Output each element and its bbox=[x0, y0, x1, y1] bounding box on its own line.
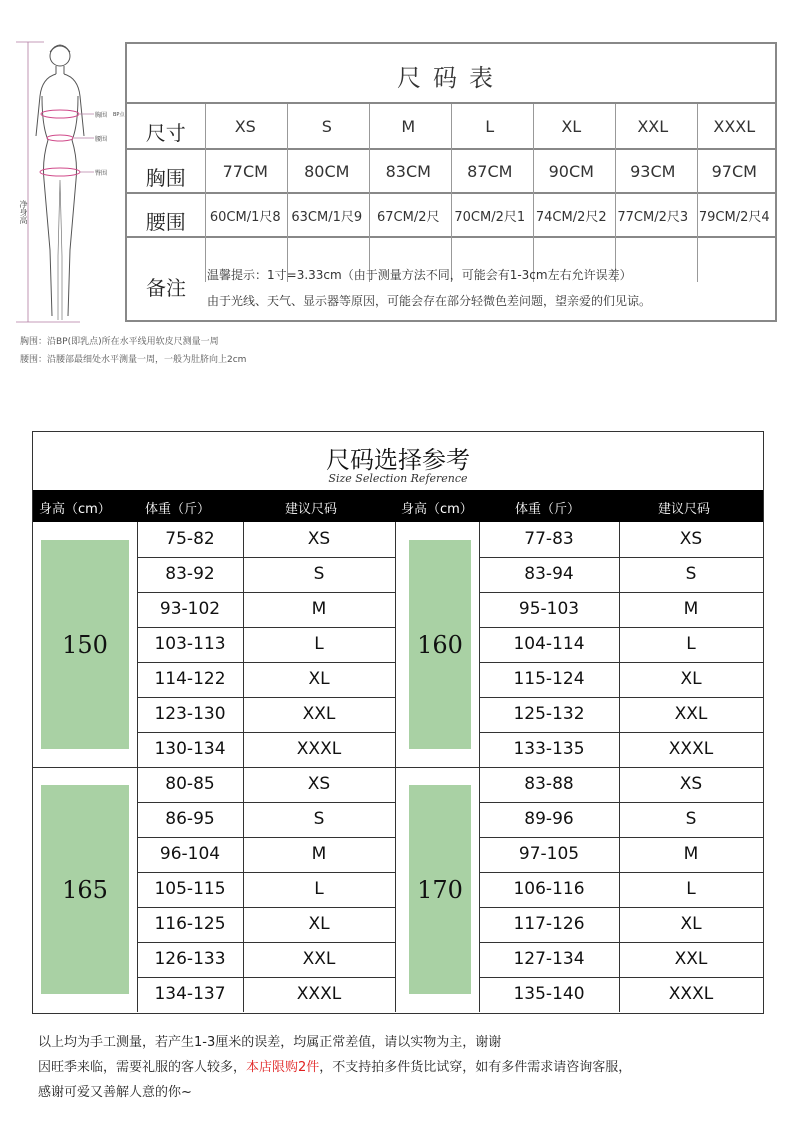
weight-range-cell: 80-85 bbox=[165, 774, 215, 794]
row-divider bbox=[137, 697, 395, 698]
header-size: 建议尺码 bbox=[658, 502, 711, 517]
reference-grid bbox=[33, 522, 763, 1012]
waist-cell: 70CM/2尺1 bbox=[454, 210, 526, 225]
size-header-label: 尺寸 bbox=[145, 121, 186, 145]
header-height: 身高（cm） bbox=[401, 502, 473, 517]
recommended-size-cell: L bbox=[314, 879, 324, 899]
waist-cell: 60CM/1尺8 bbox=[209, 210, 281, 225]
recommended-size-cell: XS bbox=[307, 529, 331, 549]
weight-range-cell: 133-135 bbox=[513, 739, 585, 759]
header-size: 建议尺码 bbox=[285, 502, 338, 517]
footer-text: ，不支持拍多件货比试穿，如有多件需求请咨询客服， bbox=[319, 1060, 632, 1075]
size-cell: XXL bbox=[637, 117, 669, 136]
weight-range-cell: 103-113 bbox=[154, 634, 226, 654]
size-table-title: 尺码表 bbox=[397, 64, 505, 92]
waist-cell: 67CM/2尺 bbox=[377, 210, 440, 225]
recommended-size-cell: S bbox=[313, 564, 325, 584]
footer-line: 以上均为手工测量，若产生1-3厘米的误差，均属正常差值，请以实物为主，谢谢 bbox=[38, 1035, 502, 1050]
remark-line: 温馨提示：1寸=3.33cm（由于测量方法不同，可能会有1-3cm左右允许误差） bbox=[207, 268, 632, 282]
body-outline-icon bbox=[10, 30, 128, 330]
size-cell: M bbox=[401, 117, 416, 136]
waist-row bbox=[127, 206, 775, 235]
size-cell: S bbox=[321, 117, 332, 136]
recommended-size-cell: XL bbox=[680, 914, 702, 934]
weight-range-cell: 77-83 bbox=[524, 529, 574, 549]
weight-range-cell: 114-122 bbox=[154, 669, 226, 689]
row-divider bbox=[479, 697, 763, 698]
height-group-badge: 170 bbox=[409, 785, 471, 994]
recommended-size-cell: M bbox=[683, 599, 699, 619]
weight-range-cell: 93-102 bbox=[159, 599, 221, 619]
row-divider bbox=[137, 872, 395, 873]
row-divider bbox=[137, 627, 395, 628]
row-divider bbox=[479, 837, 763, 838]
size-cell: XL bbox=[561, 117, 582, 136]
weight-range-cell: 134-137 bbox=[154, 984, 226, 1004]
weight-range-cell: 130-134 bbox=[154, 739, 226, 759]
weight-range-cell: 97-105 bbox=[518, 844, 580, 864]
size-reference bbox=[32, 431, 764, 1014]
waist-row-label: 腰围 bbox=[145, 210, 186, 234]
bust-row bbox=[127, 162, 775, 191]
recommended-size-cell: M bbox=[683, 844, 699, 864]
footer-text: 因旺季来临，需要礼服的客人较多， bbox=[38, 1060, 247, 1075]
weight-range-cell: 115-124 bbox=[513, 669, 585, 689]
bust-label: 胸围 bbox=[95, 112, 108, 119]
recommended-size-cell: XXL bbox=[674, 704, 708, 724]
height-group-badge: 165 bbox=[41, 785, 129, 994]
weight-range-cell: 104-114 bbox=[513, 634, 585, 654]
bp-label: BP点 bbox=[113, 112, 125, 118]
body-figure bbox=[10, 30, 128, 330]
weight-range-cell: 86-95 bbox=[165, 809, 215, 829]
remark-text bbox=[207, 262, 651, 314]
row-divider bbox=[137, 977, 395, 978]
weight-range-cell: 116-125 bbox=[154, 914, 226, 934]
recommended-size-cell: XS bbox=[307, 774, 331, 794]
row-divider bbox=[479, 662, 763, 663]
weight-range-cell: 117-126 bbox=[513, 914, 585, 934]
recommended-size-cell: XS bbox=[679, 529, 703, 549]
recommended-size-cell: M bbox=[311, 844, 327, 864]
bust-cell: 93CM bbox=[630, 162, 676, 181]
footer-notice bbox=[38, 1030, 631, 1105]
weight-range-cell: 106-116 bbox=[513, 879, 585, 899]
row-divider bbox=[479, 802, 763, 803]
recommended-size-cell: L bbox=[314, 634, 324, 654]
bust-cell: 87CM bbox=[467, 162, 513, 181]
weight-range-cell: 126-133 bbox=[154, 949, 226, 969]
weight-range-cell: 83-88 bbox=[524, 774, 574, 794]
footer-line: 感谢可爱又善解人意的你~ bbox=[38, 1085, 192, 1100]
bust-cell: 90CM bbox=[548, 162, 594, 181]
row-divider bbox=[137, 732, 395, 733]
bust-cell: 80CM bbox=[304, 162, 350, 181]
row-divider bbox=[479, 907, 763, 908]
height-group-badge: 160 bbox=[409, 540, 471, 749]
recommended-size-cell: XXXL bbox=[668, 739, 714, 759]
row-divider bbox=[479, 977, 763, 978]
weight-range-cell: 83-94 bbox=[524, 564, 574, 584]
row-divider bbox=[137, 942, 395, 943]
size-header-row bbox=[127, 117, 775, 146]
recommended-size-cell: XXL bbox=[674, 949, 708, 969]
recommended-size-cell: XXXL bbox=[296, 739, 342, 759]
bust-cell: 83CM bbox=[385, 162, 431, 181]
weight-range-cell: 105-115 bbox=[154, 879, 226, 899]
reference-subtitle: Size Selection Reference bbox=[328, 472, 468, 485]
row-divider bbox=[137, 907, 395, 908]
weight-range-cell: 125-132 bbox=[513, 704, 585, 724]
recommended-size-cell: S bbox=[685, 809, 697, 829]
row-divider bbox=[479, 942, 763, 943]
waist-cell: 74CM/2尺2 bbox=[535, 210, 607, 225]
recommended-size-cell: XXXL bbox=[296, 984, 342, 1004]
recommended-size-cell: L bbox=[686, 634, 696, 654]
recommended-size-cell: XXXL bbox=[668, 984, 714, 1004]
bust-row-label: 胸围 bbox=[145, 166, 186, 190]
waist-cell: 79CM/2尺4 bbox=[698, 210, 770, 225]
weight-range-cell: 96-104 bbox=[159, 844, 221, 864]
waist-label: 腰围 bbox=[95, 136, 108, 143]
height-group-badge: 150 bbox=[41, 540, 129, 749]
row-divider bbox=[137, 837, 395, 838]
bust-cell: 77CM bbox=[222, 162, 268, 181]
row-divider bbox=[479, 592, 763, 593]
row-divider bbox=[137, 557, 395, 558]
recommended-size-cell: XL bbox=[308, 914, 330, 934]
weight-range-cell: 75-82 bbox=[165, 529, 215, 549]
row-divider bbox=[479, 557, 763, 558]
remark-line: 由于光线、天气、显示器等原因，可能会存在部分轻微色差问题，望亲爱的们见谅。 bbox=[207, 294, 652, 308]
header-height: 身高（cm） bbox=[39, 502, 111, 517]
group-divider bbox=[33, 767, 763, 768]
weight-range-cell: 127-134 bbox=[513, 949, 585, 969]
recommended-size-cell: XL bbox=[680, 669, 702, 689]
row-divider bbox=[479, 627, 763, 628]
row-divider bbox=[137, 662, 395, 663]
waist-cell: 63CM/1尺9 bbox=[291, 210, 363, 225]
recommended-size-cell: M bbox=[311, 599, 327, 619]
bust-note: 胸围：沿BP(即乳点)所在水平线用软皮尺测量一周 bbox=[20, 337, 219, 347]
row-divider bbox=[479, 732, 763, 733]
purchase-limit-text: 本店限购2件 bbox=[246, 1060, 320, 1075]
weight-range-cell: 95-103 bbox=[518, 599, 580, 619]
reference-header bbox=[33, 490, 763, 522]
size-cell: XS bbox=[234, 117, 256, 136]
header-weight: 体重（斤） bbox=[515, 502, 581, 517]
bust-cell: 97CM bbox=[711, 162, 757, 181]
waist-cell: 77CM/2尺3 bbox=[617, 210, 689, 225]
row-divider bbox=[137, 802, 395, 803]
weight-range-cell: 89-96 bbox=[524, 809, 574, 829]
remark-label: 备注 bbox=[146, 276, 186, 300]
row-divider bbox=[137, 592, 395, 593]
recommended-size-cell: XL bbox=[308, 669, 330, 689]
waist-note: 腰围：沿腰部最细处水平测量一周，一般为肚脐向上2cm bbox=[20, 355, 247, 365]
reference-title: 尺码选择参考 bbox=[326, 446, 470, 474]
recommended-size-cell: S bbox=[313, 809, 325, 829]
recommended-size-cell: L bbox=[686, 879, 696, 899]
header-weight: 体重（斤） bbox=[145, 502, 211, 517]
size-cell: XXXL bbox=[713, 117, 756, 136]
footer-line bbox=[38, 1055, 631, 1080]
height-label: 净身高 bbox=[19, 200, 28, 224]
size-table bbox=[125, 42, 777, 322]
weight-range-cell: 83-92 bbox=[165, 564, 215, 584]
recommended-size-cell: XS bbox=[679, 774, 703, 794]
hip-label: 臀围 bbox=[95, 170, 108, 177]
weight-range-cell: 123-130 bbox=[154, 704, 226, 724]
row-divider bbox=[479, 872, 763, 873]
recommended-size-cell: XXL bbox=[302, 704, 336, 724]
weight-range-cell: 135-140 bbox=[513, 984, 585, 1004]
size-cell: L bbox=[485, 117, 495, 136]
recommended-size-cell: S bbox=[685, 564, 697, 584]
recommended-size-cell: XXL bbox=[302, 949, 336, 969]
